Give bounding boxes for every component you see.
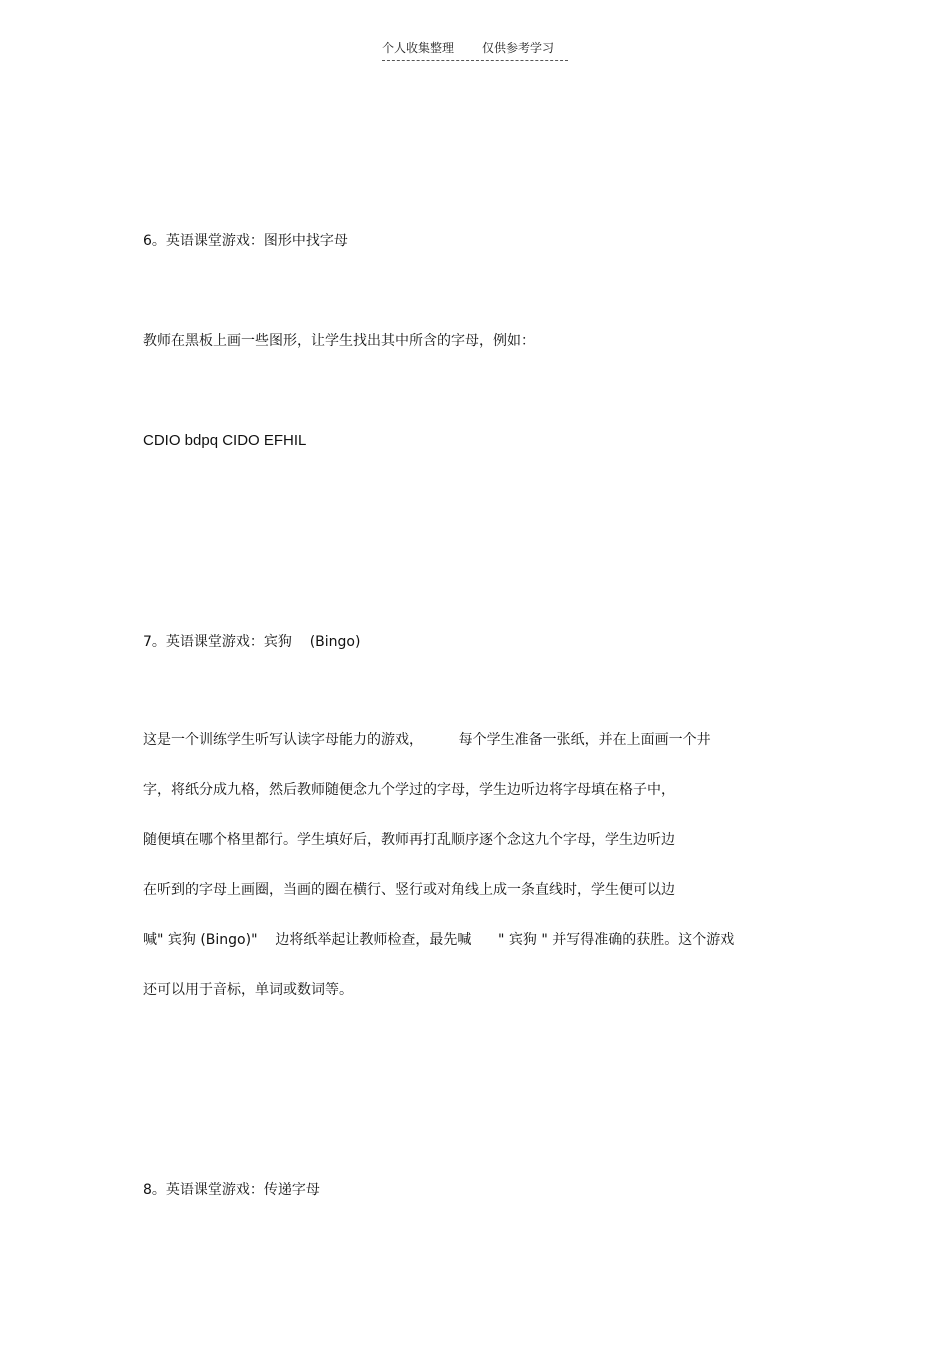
section-6-title: 6。英语课堂游戏：图形中找字母 <box>143 233 348 249</box>
page-header <box>382 38 568 61</box>
header-right-text: 仅供参考学习 <box>482 41 555 55</box>
section-7-line-3: 随便填在哪个格里都行。学生填好后，教师再打乱顺序逐个念这九个字母，学生边听边 <box>143 832 675 848</box>
section-7-line-2: 字，将纸分成九格，然后教师随便念九个学过的字母，学生边听边将字母填在格子中， <box>143 782 675 798</box>
section-6-intro: 教师在黑板上画一些图形，让学生找出其中所含的字母，例如： <box>143 333 535 349</box>
section-7-title: 7。英语课堂游戏：宾狗 (Bingo) <box>143 634 361 650</box>
section-6-example: CDIO bdpq CIDO EFHIL <box>143 432 307 449</box>
header-left-text: 个人收集整理 <box>382 41 455 55</box>
section-7-line-5: 喊" 宾狗 (Bingo)" 边将纸举起让教师检查，最先喊 " 宾狗 " 并写得准确的获胜。这个游戏 <box>143 932 735 948</box>
section-7-line-6: 还可以用于音标，单词或数词等。 <box>143 982 353 998</box>
section-7-line-1: 这是一个训练学生听写认读字母能力的游戏， 每个学生准备一张纸，并在上面画一个井 <box>143 732 711 748</box>
section-7-line-4: 在听到的字母上画圈，当画的圈在横行、竖行或对角线上成一条直线时，学生便可以边 <box>143 882 675 898</box>
section-8-title: 8。英语课堂游戏：传递字母 <box>143 1182 320 1198</box>
